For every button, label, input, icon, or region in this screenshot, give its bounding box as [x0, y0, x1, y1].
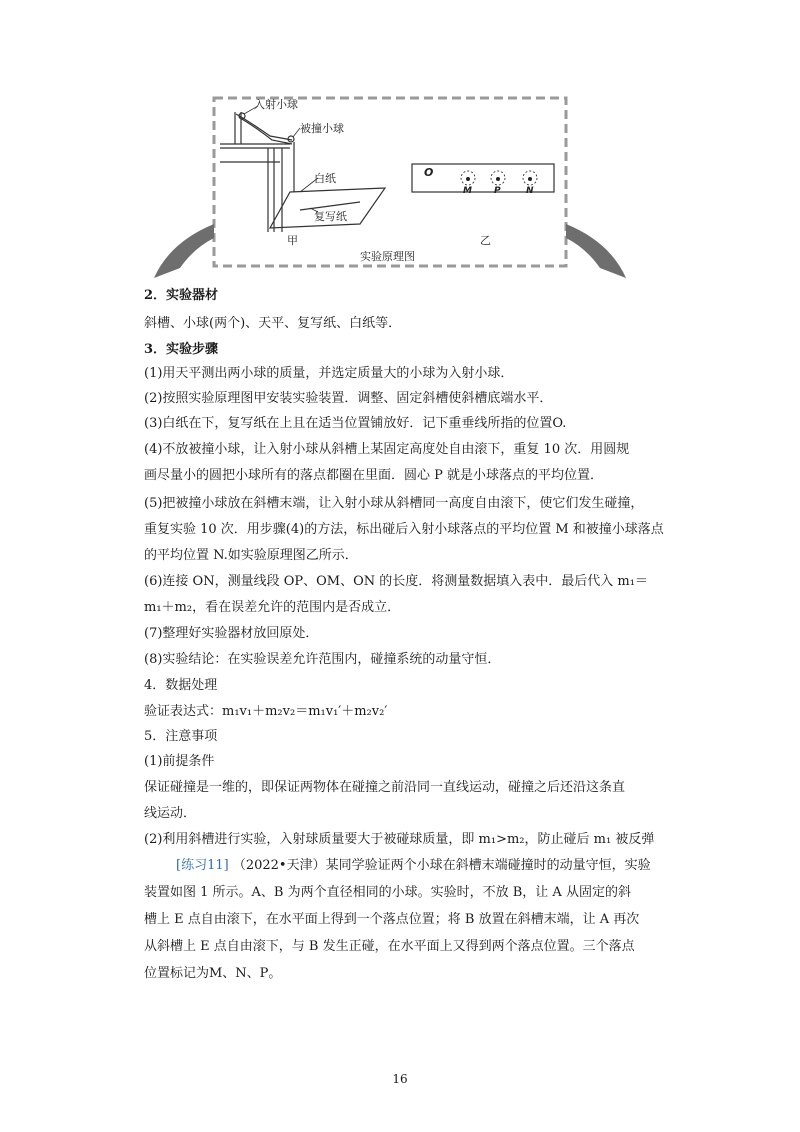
section-5-text-2: (2)利用斜槽进行实验，入射球质量要大于被碰球质量，即 m₁>m₂，防止碰后 m₁ 被反弹: [144, 832, 655, 847]
point-p-mark: [496, 177, 500, 181]
section-2-heading: 2．实验器材: [144, 288, 219, 303]
right-arrow-icon: [566, 224, 626, 278]
step-4-line-2: 画尽量小的圆把小球所有的落点都圈在里面．圆心 P 就是小球落点的平均位置．: [144, 468, 604, 483]
label-point-p: P: [494, 186, 501, 196]
label-point-n: N: [526, 186, 534, 196]
step-6-line-1: (6)连接 ON，测量线段 OP、OM、ON 的长度．将测量数据填入表中．最后代入 m₁＝: [144, 574, 648, 589]
label-yi: 乙: [480, 234, 491, 247]
left-arrow-icon: [154, 224, 214, 278]
step-2: (2)按照实验原理图甲安装实验装置．调整、固定斜槽使斜槽底端水平．: [144, 391, 553, 406]
exercise-line-1-text: （2022•天津）某同学验证两个小球在斜槽末端碰撞时的动量守恒，实验: [232, 858, 651, 873]
step-5-line-1: (5)把被撞小球放在斜槽末端，让入射小球从斜槽同一高度自由滚下，使它们发生碰撞，: [144, 496, 644, 511]
step-6-line-2: m₁＋m₂，看在误差允许的范围内是否成立．: [144, 600, 401, 615]
exercise-line-4: 从斜槽上 E 点自由滚下，与 B 发生正碰，在水平面上又得到两个落点位置。三个落点: [144, 939, 635, 954]
step-5-line-3: 的平均位置 N.如实验原理图乙所示．: [144, 548, 358, 563]
section-5-text-1-line-1: 保证碰撞是一维的，即保证两物体在碰撞之前沿同一直线运动，碰撞之后还沿这条直: [144, 780, 626, 795]
step-3: (3)白纸在下，复写纸在上且在适当位置铺放好．记下重垂线所指的位置O.: [144, 416, 567, 431]
label-incident-ball: 入射小球: [254, 98, 298, 111]
label-struck-ball: 被撞小球: [300, 122, 344, 135]
label-jia: 甲: [287, 234, 298, 247]
label-point-o: O: [424, 166, 434, 179]
figure-caption: 实验原理图: [360, 250, 415, 263]
point-n-mark: [528, 177, 532, 181]
exercise-line-2: 装置如图 1 所示。A、B 为两个直径相同的小球。实验时，不放 B，让 A 从固定的斜: [144, 885, 631, 900]
section-5-sub-1: (1)前提条件: [144, 754, 215, 769]
label-point-m: M: [463, 186, 472, 196]
section-3-heading: 3．实验步骤: [144, 342, 219, 357]
section-5-text-1-line-2: 线运动．: [144, 806, 197, 821]
step-8: (8)实验结论：在实验误差允许范围内，碰撞系统的动量守恒．: [144, 652, 501, 667]
section-4-formula: 验证表达式：m₁v₁＋m₂v₂＝m₁v₁′＋m₂v₂′: [144, 704, 388, 719]
page-number: 16: [392, 1072, 408, 1086]
step-7: (7)整理好实验器材放回原处．: [144, 626, 319, 641]
step-1: (1)用天平测出两小球的质量，并选定质量大的小球为入射小球．: [144, 366, 514, 381]
dashed-frame: [214, 98, 566, 266]
exercise-tag: [练习11]: [176, 858, 229, 873]
point-m-mark: [466, 177, 470, 181]
label-white-paper: 白纸: [314, 172, 336, 185]
experiment-figure: [150, 92, 630, 282]
exercise-line-5: 位置标记为M、N、P。: [144, 966, 282, 981]
label-carbon-paper: 复写纸: [314, 210, 347, 223]
step-5-line-2: 重复实验 10 次．用步骤(4)的方法，标出碰后入射小球落点的平均位置 M 和被撞小球落点: [144, 522, 664, 537]
section-2-text: 斜槽、小球(两个)、天平、复写纸、白纸等．: [144, 316, 402, 331]
section-4-heading: 4．数据处理: [144, 678, 218, 693]
section-5-heading: 5．注意事项: [144, 729, 218, 744]
landing-points: [466, 177, 532, 181]
exercise-line-3: 槽上 E 点自由滚下，在水平面上得到一个落点位置；将 B 放置在斜槽末端，让 A 再次: [144, 912, 640, 927]
exercise-line-1: [176, 856, 696, 876]
step-4-line-1: (4)不放被撞小球，让入射小球从斜槽上某固定高度处自由滚下，重复 10 次．用圆规: [144, 442, 630, 457]
